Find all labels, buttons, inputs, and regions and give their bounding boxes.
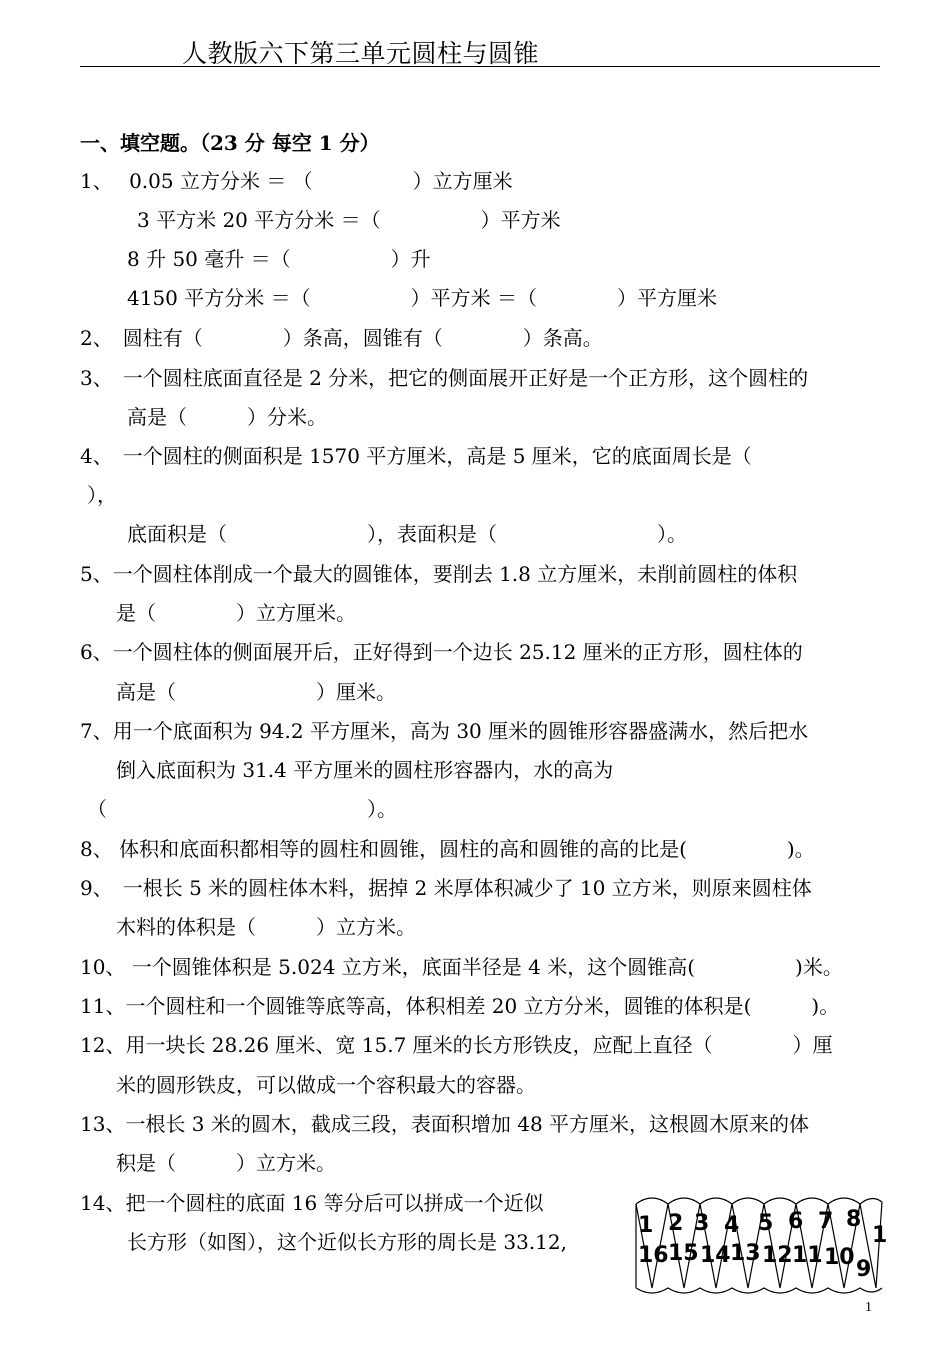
sector-labels — [638, 1207, 887, 1282]
question-line: 高是（ ）分米。 — [127, 405, 327, 429]
question-line: 木料的体积是（ ）立方米。 — [116, 915, 416, 939]
sector-bottom-label: 10 — [824, 1245, 855, 1270]
question-line: 8 升 50 毫升 ＝（ ）升 — [127, 247, 431, 271]
sector-top-label: 1 — [638, 1213, 654, 1238]
question-line: 积是（ ）立方米。 — [116, 1151, 336, 1175]
question-line: 14、把一个圆柱的底面 16 等分后可以拼成一个近似 — [80, 1191, 544, 1215]
sector-top-label: 5 — [758, 1211, 774, 1236]
question-line: （ ）。 — [87, 797, 397, 821]
question-line: 底面积是（ ），表面积是（ ）。 — [127, 522, 687, 546]
question-line: 是（ ）立方厘米。 — [116, 601, 356, 625]
question-line: 高是（ ）厘米。 — [116, 680, 396, 704]
question-line: 长方形（如图），这个近似长方形的周长是 33.12, — [127, 1230, 567, 1254]
question-line: 8、 体积和底面积都相等的圆柱和圆锥，圆柱的高和圆锥的高的比是( )。 — [80, 837, 815, 861]
sector-top-label: 2 — [668, 1211, 684, 1236]
question-line: 倒入底面积为 31.4 平方厘米的圆柱形容器内，水的高为 — [116, 758, 614, 782]
sector-top-label: 4 — [724, 1213, 740, 1238]
cylinder-sector-figure — [628, 1190, 890, 1300]
question-line: 米的圆形铁皮，可以做成一个容积最大的容器。 — [116, 1073, 536, 1097]
question-line: 4150 平方分米 ＝（ ）平方米 ＝（ ）平方厘米 — [127, 286, 717, 310]
question-line: 6、一个圆柱体的侧面展开后，正好得到一个边长 25.12 厘米的正方形，圆柱体的 — [80, 640, 803, 664]
question-line: 7、用一个底面积为 94.2 平方厘米，高为 30 厘米的圆锥形容器盛满水，然后把水 — [80, 719, 809, 743]
section-title: 一、填空题。（23 分 每空 1 分） — [80, 131, 380, 155]
question-line: 9、 一根长 5 米的圆柱体木料，据掉 2 米厚体积减少了 10 立方米，则原来圆柱体 — [80, 876, 812, 900]
page-number: 1 — [865, 1300, 872, 1315]
question-line: 4、 一个圆柱的侧面积是 1570 平方厘米，高是 5 厘米，它的底面周长是（ — [80, 444, 752, 468]
page-header-title: 人教版六下第三单元圆柱与圆锥 — [182, 39, 540, 68]
top-arc-edge — [636, 1198, 882, 1204]
header-divider — [80, 66, 880, 67]
sector-top-label: 7 — [818, 1209, 834, 1234]
question-line: 2、 圆柱有（ ）条高，圆锥有（ ）条高。 — [80, 326, 603, 350]
sector-top-label: 6 — [788, 1209, 804, 1234]
question-line: 12、用一块长 28.26 厘米、宽 15.7 厘米的长方形铁皮，应配上直径（ ）厘 — [80, 1033, 833, 1057]
sector-bottom-label: 12 — [762, 1243, 793, 1268]
question-line: 1、 0.05 立方分米 ＝ （ ）立方厘米 — [80, 169, 513, 193]
question-line: 3、 一个圆柱底面直径是 2 分米，把它的侧面展开正好是一个正方形，这个圆柱的 — [80, 366, 809, 390]
sector-top-label: 3 — [694, 1211, 710, 1236]
sector-bottom-label: 15 — [668, 1241, 699, 1266]
sector-bottom-label: 14 — [700, 1243, 731, 1268]
sector-top-label: 8 — [846, 1207, 862, 1232]
sector-bottom-label: 13 — [730, 1241, 761, 1266]
question-line: 13、一根长 3 米的圆木，截成三段，表面积增加 48 平方厘米，这根圆木原来的体 — [80, 1112, 810, 1136]
question-line: ）， — [87, 483, 117, 507]
question-line: 10、 一个圆锥体积是 5.024 立方米，底面半径是 4 米，这个圆锥高( )米。 — [80, 955, 843, 979]
sector-top-label: 1 — [872, 1223, 888, 1248]
sector-bottom-label: 16 — [638, 1243, 669, 1268]
sector-bottom-label: 9 — [856, 1257, 872, 1282]
bottom-arc-edge — [636, 1288, 882, 1293]
question-line: 11、一个圆柱和一个圆锥等底等高，体积相差 20 立方分米，圆锥的体积是( )。 — [80, 994, 840, 1018]
question-line: 5、一个圆柱体削成一个最大的圆锥体，要削去 1.8 立方厘米，未削前圆柱的体积 — [80, 562, 798, 586]
sector-bottom-label: 11 — [792, 1243, 823, 1268]
question-line: 3 平方米 20 平方分米 ＝（ ）平方米 — [137, 208, 561, 232]
